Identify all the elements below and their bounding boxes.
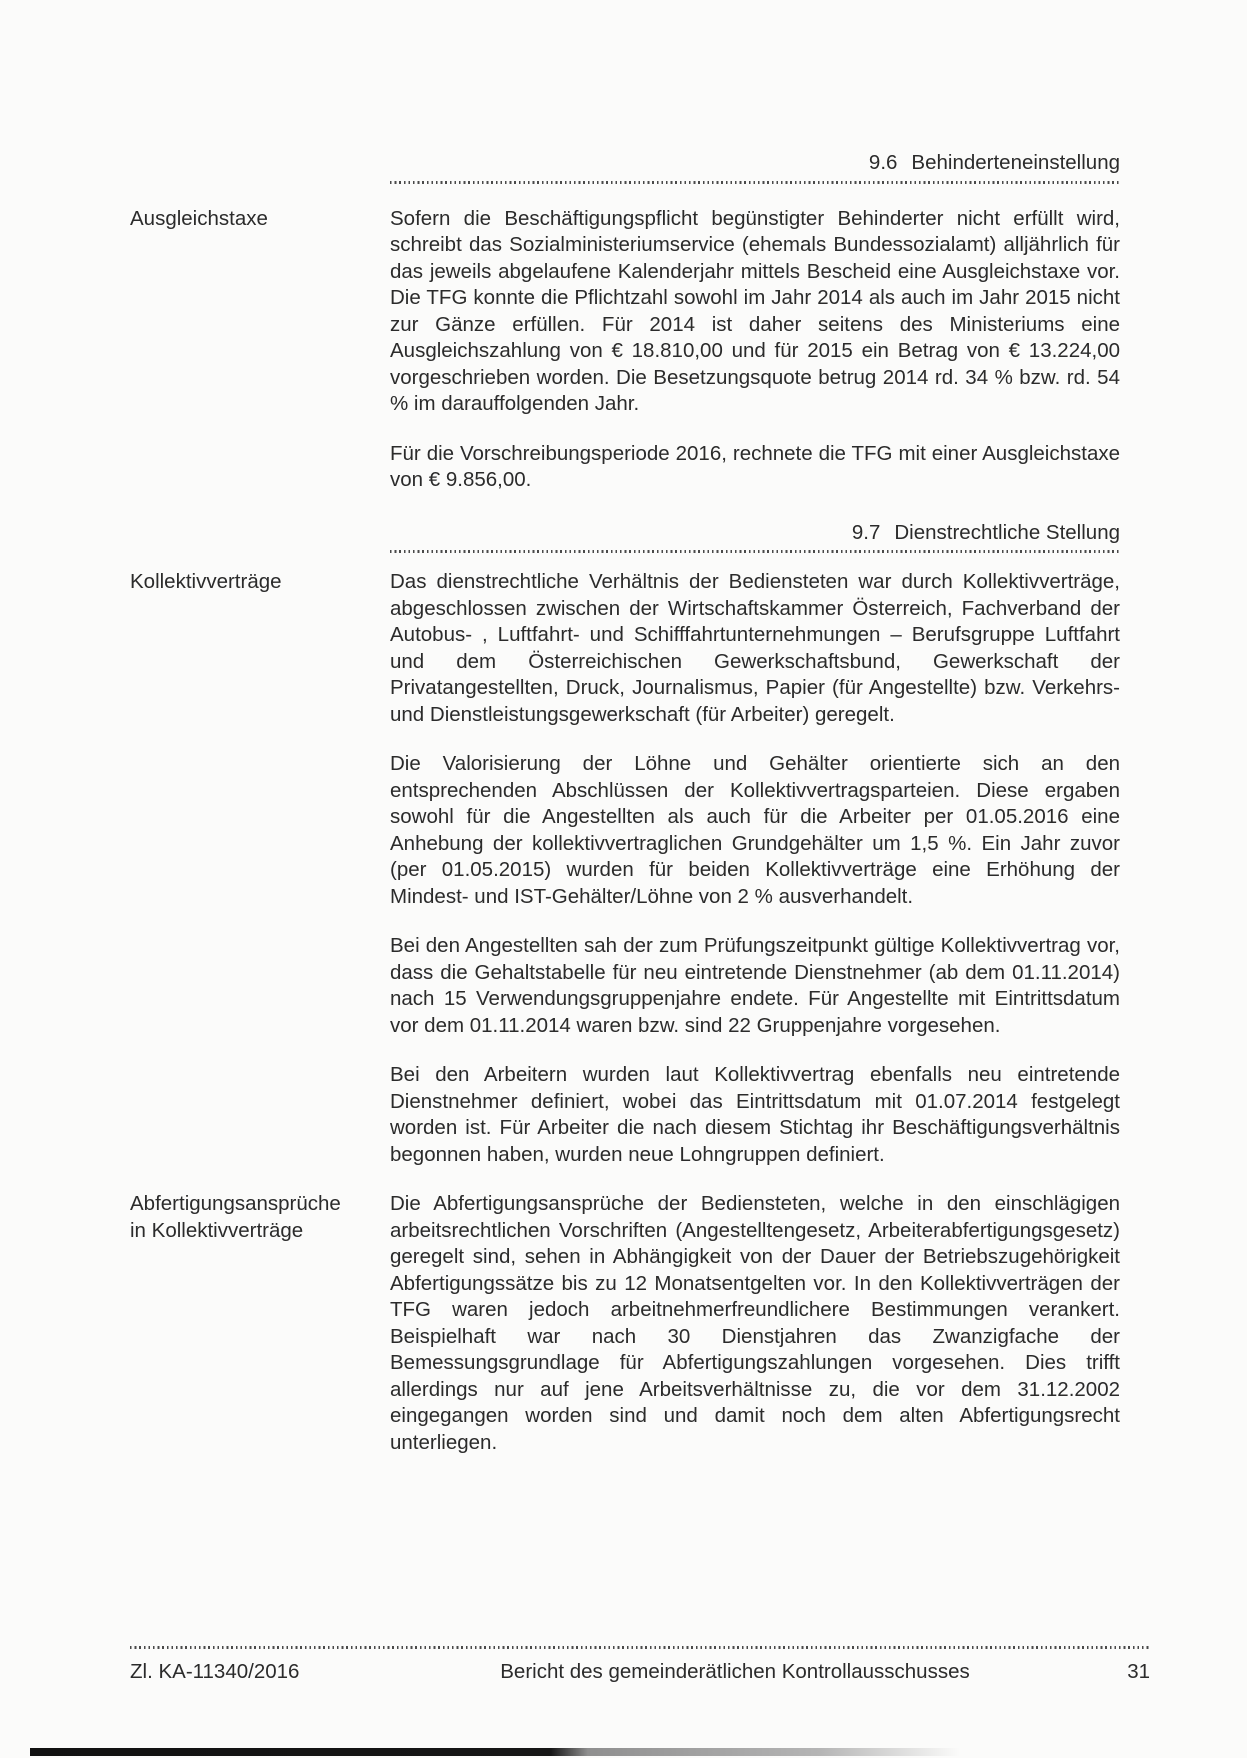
section-dienstrechtliche-stellung: [130, 520, 1120, 1457]
side-label-empty: [130, 933, 390, 1039]
paragraph: Bei den Angestellten sah der zum Prüfungszeitpunkt gültige Kollektivvertrag vor, dass die Gehaltstabelle für neu eintretende Dienstnehmer (ab dem 01.11.2014) nach 15 Verwendungsgruppenjahre endete. Für Angestellte mit Eintrittsdatum vor dem 01.11.2014 waren bzw. sind 22 Gruppenjahre vorgesehen.: [390, 934, 1120, 1037]
paragraph: Für die Vorschreibungsperiode 2016, rechnete die TFG mit einer Ausgleichstaxe von € 9.856,00.: [390, 441, 1120, 491]
paragraph: Bei den Arbeitern wurden laut Kollektivvertrag ebenfalls neu eintretende Dienstnehmer definiert, wobei das Eintrittsdatum mit 01.07.2014 festgelegt worden ist. Für Arbeiter die nach diesem Stichtag ihr Beschäftigungsverhältnis begonnen haben, wurden neue Lohngruppen definiert.: [390, 1063, 1120, 1166]
section-behinderteneinstellung: [130, 150, 1120, 494]
content-block: [130, 751, 1120, 910]
footer-row: [130, 1659, 1150, 1686]
section-heading: [390, 520, 1120, 547]
content-block: [130, 1191, 1120, 1456]
section-title: Behinderteneinstellung: [911, 151, 1120, 174]
heading-dotted-rule: [390, 550, 1120, 553]
side-label-empty: [130, 751, 390, 910]
footer-dotted-rule: [130, 1646, 1150, 1649]
paragraph: Die Abfertigungsansprüche der Bediensteten, welche in den einschlägigen arbeitsrechtlichen Vorschriften (Angestelltengesetz, Arbeiterabfertigungsgesetz) geregelt sind, sehen in Abhängigkeit von der Dauer der Betriebszugehörigkeit Abfertigungssätze bis zu 12 Monatsentgelten vor. In den Kollektivverträgen der TFG waren jedoch arbeitnehmerfreundlichere Bestimmungen verankert. Beispielhaft war nach 30 Dienstjahren das Zwanzigfache der Bemessungsgrundlage für Abfertigungszahlungen vorgesehen. Dies trifft allerdings nur auf jene Arbeitsverhältnisse zu, die vor dem 31.12.2002 eingegangen worden sind und damit noch dem alten Abfertigungsrecht unterliegen.: [390, 1192, 1120, 1454]
footer-file-reference: Zl. KA-11340/2016: [130, 1660, 300, 1683]
side-label-abfertigungsansprueche: Abfertigungsansprüche in Kollektivverträge: [130, 1192, 341, 1242]
paragraph: Die Valorisierung der Löhne und Gehälter orientierte sich an den entsprechenden Abschlüssen der Kollektivvertragsparteien. Diese ergaben sowohl für die Angestellten als auch für die Arbeiter per 01.05.2016 eine Anhebung der kollektivvertraglichen Grundgehälter um 1,5 %. Ein Jahr zuvor (per 01.05.2015) wurden für beiden Kollektivverträge eine Erhöhung der Mindest- und IST-Gehälter/Löhne von 2 % ausverhandelt.: [390, 752, 1120, 908]
paragraph: Sofern die Beschäftigungspflicht begünstigter Behinderter nicht erfüllt wird, schreibt das Sozialministeriumservice (ehemals Bundessozialamt) alljährlich für das jeweils abgelaufene Kalenderjahr mittels Bescheid eine Ausgleichstaxe vor. Die TFG konnte die Pflichtzahl sowohl im Jahr 2014 als auch im Jahr 2015 nicht zur Gänze erfüllen. Für 2014 ist daher seitens des Ministeriums eine Ausgleichszahlung von € 18.810,00 und für 2015 ein Betrag von € 13.224,00 vorgeschrieben worden. Die Besetzungsquote betrug 2014 rd. 34 % bzw. rd. 54 % im darauffolgenden Jahr.: [390, 206, 1120, 415]
content-block: [130, 569, 1120, 728]
paragraph: Das dienstrechtliche Verhältnis der Bediensteten war durch Kollektivverträge, abgeschlossen zwischen der Wirtschaftskammer Österreich, Fachverband der Autobus- , Luftfahrt- und Schifffahrtunternehmungen – Berufsgruppe Luftfahrt und dem Österreichischen Gewerkschaftsbund, Gewerkschaft der Privatangestellten, Druck, Journalismus, Papier (für Angestellte) bzw. Verkehrs- und Dienstleistungsgewerkschaft (für Arbeiter) geregelt.: [390, 570, 1120, 726]
content-block: [130, 1062, 1120, 1168]
footer-report-title: Bericht des gemeinderätlichen Kontrollausschusses: [500, 1660, 970, 1683]
content-block: [130, 933, 1120, 1039]
section-number: 9.7: [851, 520, 881, 544]
heading-dotted-rule: [390, 181, 1120, 184]
section-title: Dienstrechtliche Stellung: [894, 520, 1120, 544]
page-footer: [130, 1646, 1150, 1686]
section-heading: [390, 150, 1120, 177]
side-label-kollektivvertraege: Kollektivverträge: [130, 570, 282, 593]
footer-page-number: 31: [1127, 1660, 1150, 1683]
content-block: [130, 441, 1120, 494]
content-block: [130, 206, 1120, 418]
side-label-ausgleichstaxe: Ausgleichstaxe: [130, 206, 268, 230]
side-label-empty: [130, 1062, 390, 1168]
scan-artifact-bar: [30, 1748, 960, 1756]
side-label-empty: [130, 441, 390, 494]
section-number: 9.6: [868, 151, 898, 174]
